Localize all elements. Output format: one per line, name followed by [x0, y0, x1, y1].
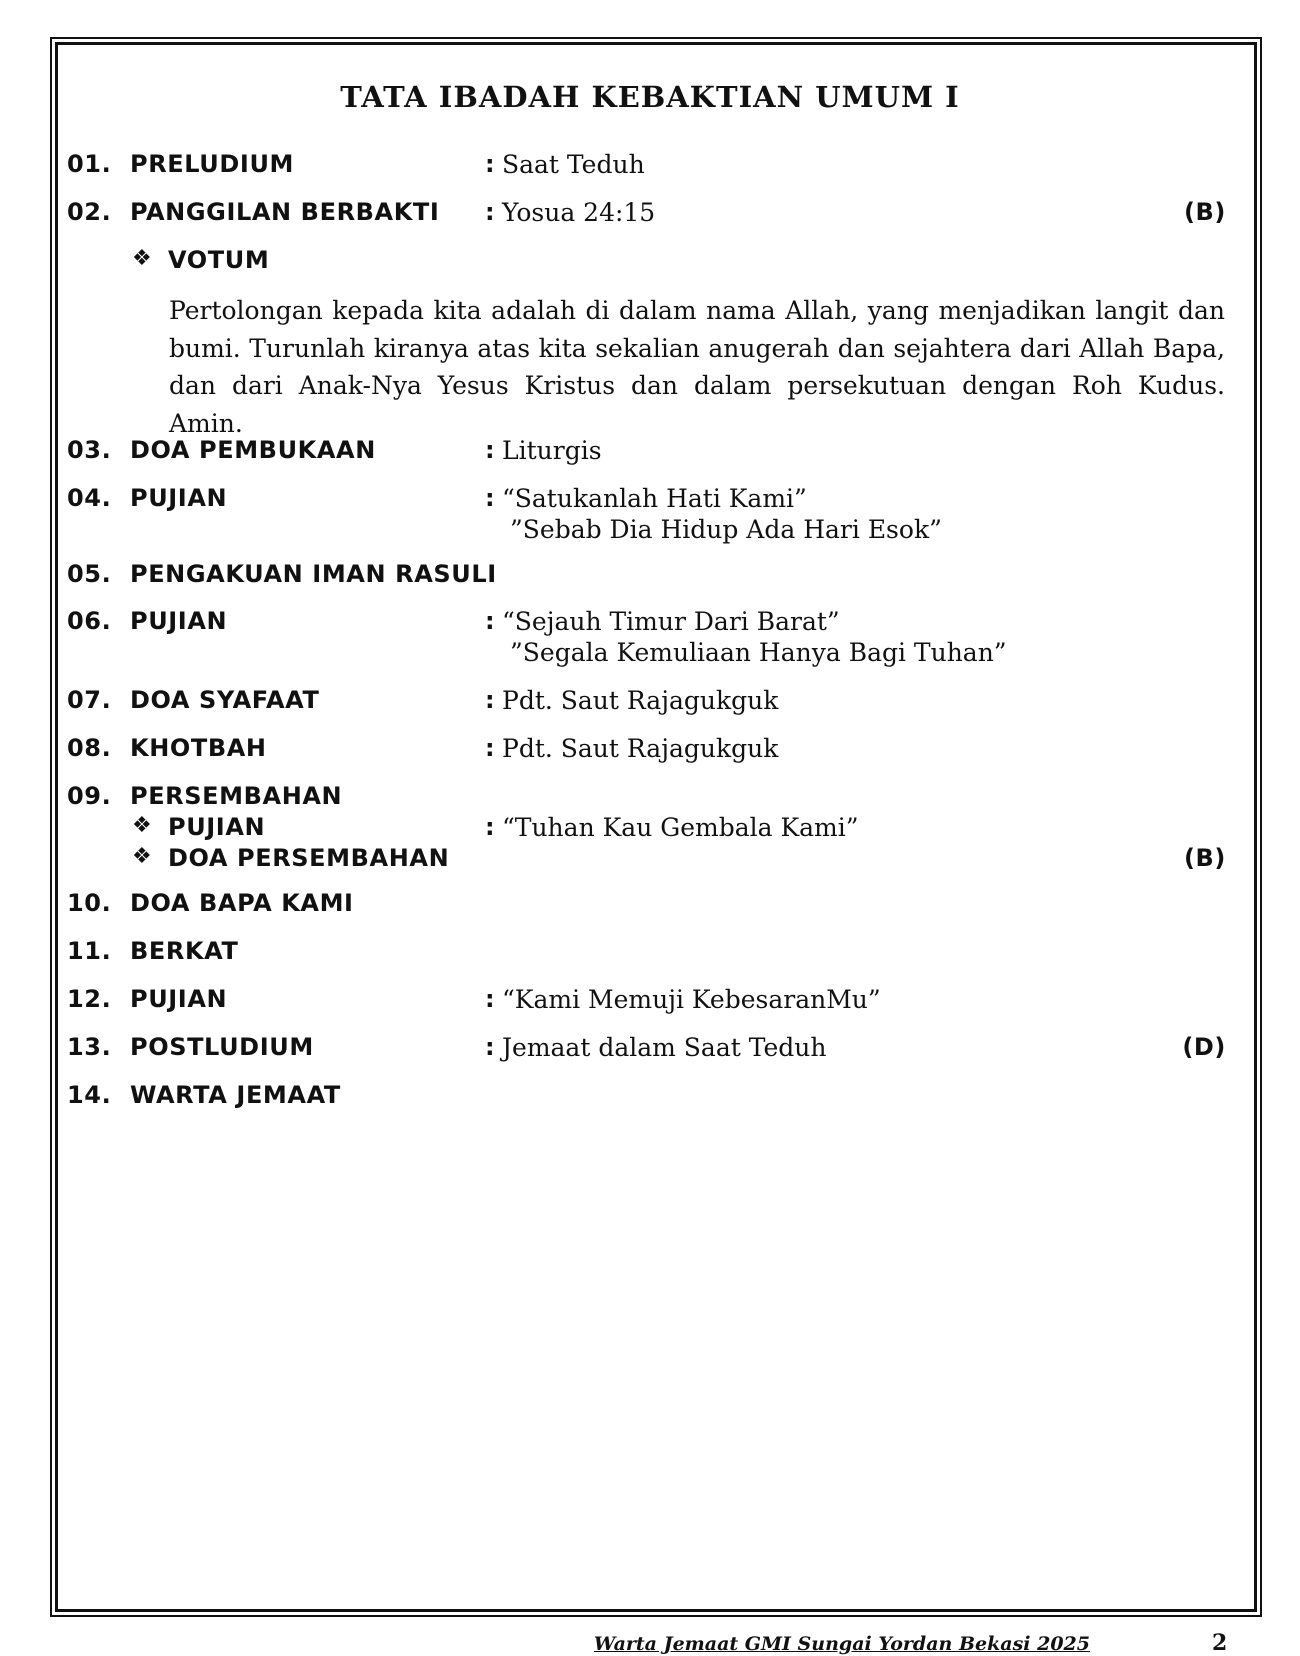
item-label: PUJIAN [130, 985, 228, 1013]
item-number: 11. [67, 937, 112, 965]
list-item [0, 985, 1300, 1019]
colon: : [485, 150, 496, 178]
item-label: PANGGILAN BERBAKTI [130, 198, 440, 226]
colon: : [485, 734, 496, 762]
colon: : [485, 607, 496, 635]
colon: : [485, 436, 496, 464]
sub-item-value: “Tuhan Kau Gembala Kami” [502, 813, 859, 842]
diamond-bullet-icon: ❖ [132, 246, 152, 271]
list-item [0, 686, 1300, 720]
footer-publication: Warta Jemaat GMI Sungai Yordan Bekasi 2025 [593, 1633, 1090, 1655]
item-value-second: ”Segala Kemuliaan Hanya Bagi Tuhan” [510, 638, 1007, 667]
item-value-second: ”Sebab Dia Hidup Ada Hari Esok” [510, 515, 942, 544]
item-label: DOA BAPA KAMI [130, 889, 354, 917]
liturgy-mark: (D) [1182, 1033, 1226, 1061]
sub-item-label: DOA PERSEMBAHAN [168, 844, 450, 872]
item-number: 09. [67, 782, 112, 810]
item-number: 14. [67, 1081, 112, 1109]
item-label: KHOTBAH [130, 734, 267, 762]
item-value: Pdt. Saut Rajagukguk [502, 686, 779, 715]
colon: : [485, 985, 496, 1013]
item-label: DOA PEMBUKAAN [130, 436, 376, 464]
colon: : [485, 198, 496, 226]
item-value: “Satukanlah Hati Kami” [502, 484, 807, 513]
item-number: 13. [67, 1033, 112, 1061]
page-title: TATA IBADAH KEBAKTIAN UMUM I [340, 80, 960, 114]
diamond-bullet-icon: ❖ [132, 844, 152, 869]
item-label: DOA SYAFAAT [130, 686, 320, 714]
item-value: Jemaat dalam Saat Teduh [502, 1033, 827, 1062]
sub-item-label: PUJIAN [168, 813, 266, 841]
item-number: 02. [67, 198, 112, 226]
item-label: PUJIAN [130, 484, 228, 512]
sub-item [0, 246, 1300, 280]
list-item [0, 1081, 1300, 1115]
item-value: “Kami Memuji KebesaranMu” [502, 985, 881, 1014]
item-label: PENGAKUAN IMAN RASULI [130, 560, 497, 588]
list-item [0, 937, 1300, 971]
item-value: Liturgis [502, 436, 602, 465]
item-number: 03. [67, 436, 112, 464]
list-item [0, 560, 1300, 594]
item-number: 06. [67, 607, 112, 635]
list-item-continuation [0, 515, 1300, 549]
item-label: PERSEMBAHAN [130, 782, 343, 810]
votum-text: Pertolongan kepada kita adalah di dalam nama Allah, yang menjadikan langit dan bumi. Turunlah kiranya atas kita sekalian anugerah dan sejahtera dari Allah Bapa, dan dari Anak-Nya Yesus Kristus dan dalam persekutuan dengan Roh Kudus. Amin. [169, 296, 1225, 438]
item-number: 05. [67, 560, 112, 588]
item-label: BERKAT [130, 937, 239, 965]
liturgy-mark: (B) [1183, 844, 1226, 872]
colon: : [485, 1033, 496, 1061]
page-number: 2 [1212, 1630, 1228, 1656]
list-item [0, 484, 1300, 518]
colon: : [485, 484, 496, 512]
item-number: 08. [67, 734, 112, 762]
colon: : [485, 686, 496, 714]
item-label: PUJIAN [130, 607, 228, 635]
item-number: 01. [67, 150, 112, 178]
list-item [0, 436, 1300, 470]
item-value: Pdt. Saut Rajagukguk [502, 734, 779, 763]
item-label: PRELUDIUM [130, 150, 295, 178]
item-number: 10. [67, 889, 112, 917]
list-item [0, 782, 1300, 816]
list-item-continuation [0, 638, 1300, 672]
item-label: POSTLUDIUM [130, 1033, 314, 1061]
item-number: 12. [67, 985, 112, 1013]
sub-item-label: VOTUM [168, 246, 270, 274]
list-item [0, 607, 1300, 641]
list-item [0, 198, 1300, 232]
sub-item [0, 844, 1300, 878]
item-number: 07. [67, 686, 112, 714]
list-item [0, 889, 1300, 923]
colon: : [485, 813, 496, 841]
list-item [0, 1033, 1300, 1067]
item-value: “Sejauh Timur Dari Barat” [502, 607, 840, 636]
list-item [0, 150, 1300, 184]
item-value: Yosua 24:15 [502, 198, 656, 227]
diamond-bullet-icon: ❖ [132, 813, 152, 838]
item-label: WARTA JEMAAT [130, 1081, 341, 1109]
list-item [0, 734, 1300, 768]
item-number: 04. [67, 484, 112, 512]
sub-item [0, 813, 1300, 847]
liturgy-mark: (B) [1183, 198, 1226, 226]
item-value: Saat Teduh [502, 150, 645, 179]
